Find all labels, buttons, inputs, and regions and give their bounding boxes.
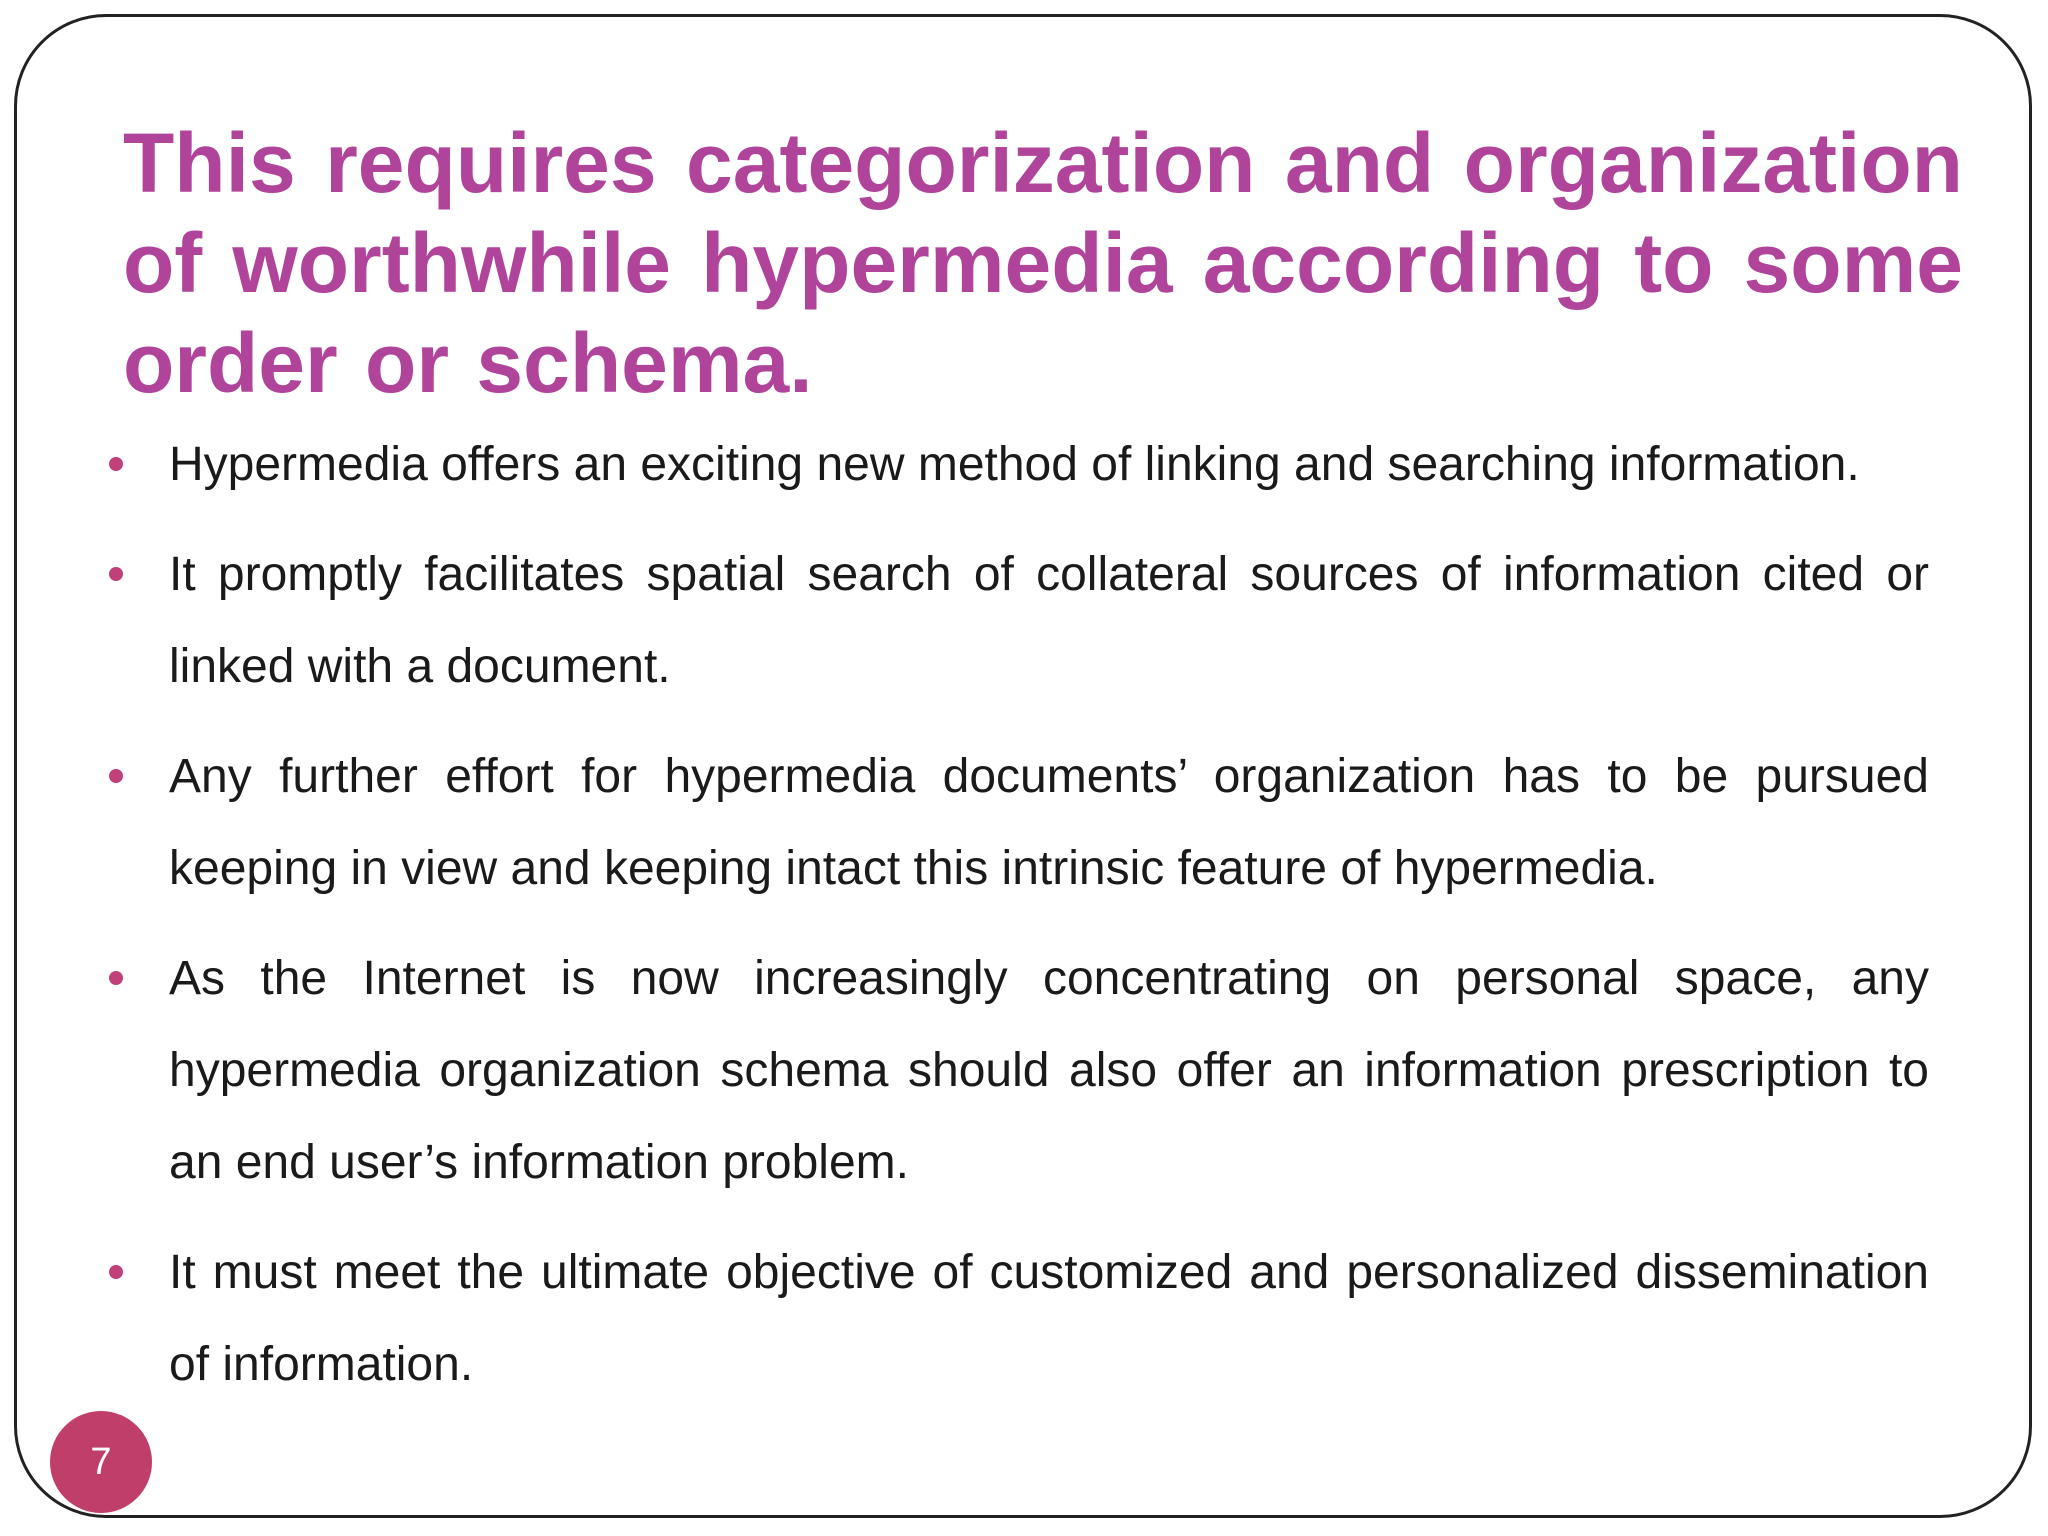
bullet-text: It must meet the ultimate objective of customized and personalized dissemination of information. xyxy=(169,1246,1929,1391)
bullet-item xyxy=(109,731,1929,915)
bullet-text: As the Internet is now increasingly concentrating on personal space, any hypermedia organization schema should also offer an information prescription to an end user’s information problem. xyxy=(169,952,1929,1189)
bullet-item xyxy=(109,1227,1929,1411)
bullet-text: Any further effort for hypermedia documents’ organization has to be pursued keeping in view and keeping intact this intrinsic feature of hypermedia. xyxy=(169,750,1929,895)
bullet-item xyxy=(109,933,1929,1209)
bullet-dot-icon xyxy=(109,1265,123,1279)
bullet-dot-icon xyxy=(109,457,123,471)
bullet-text: Hypermedia offers an exciting new method of linking and searching information. xyxy=(169,438,1860,491)
bullet-item xyxy=(109,529,1929,713)
bullet-text: It promptly facilitates spatial search of collateral sources of information cited or linked with a document. xyxy=(169,548,1929,693)
bullet-dot-icon xyxy=(109,971,123,985)
bullet-list xyxy=(109,419,1929,1429)
bullet-dot-icon xyxy=(109,769,123,783)
slide-frame xyxy=(14,14,2032,1518)
page-number-badge xyxy=(50,1411,152,1513)
page-number: 7 xyxy=(90,1440,112,1483)
bullet-item xyxy=(109,419,1929,511)
bullet-dot-icon xyxy=(109,567,123,581)
slide-title: This requires categorization and organization of worthwhile hypermedia according to some order or schema. xyxy=(123,116,1963,410)
